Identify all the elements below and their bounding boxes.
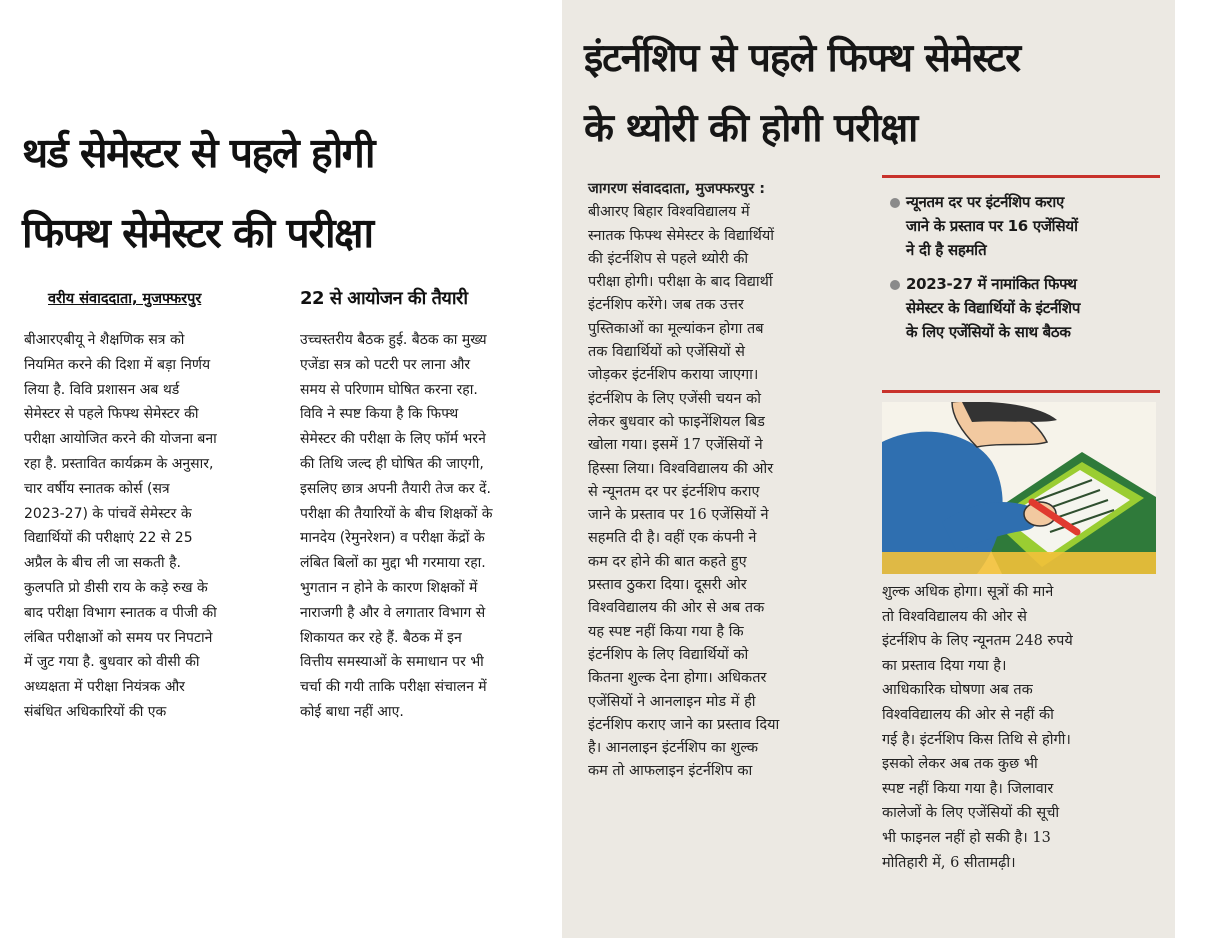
left-col1-line: सेमेस्टर से पहले फिफ्थ सेमेस्टर की [24, 406, 199, 423]
highlight-bullet [890, 272, 1080, 344]
left-news-clipping [0, 0, 562, 938]
left-col1-line: लिया है. विवि प्रशासन अब थर्ड [24, 381, 180, 398]
highlight-text: के लिए एजेंसियों के साथ बैठक [906, 323, 1071, 341]
right-col2-line: इसको लेकर अब तक कुछ भी [882, 756, 1038, 773]
right-col1-line: स्नातक फिफ्थ सेमेस्टर के विद्यार्थियों [588, 227, 775, 244]
right-col2-line: इंटर्नशिप के लिए न्यूनतम 248 रुपये [882, 633, 1073, 650]
left-col2-line: चर्चा की गयी ताकि परीक्षा संचालन में [300, 679, 487, 696]
left-col2-line: सेमेस्टर की परीक्षा के लिए फॉर्म भरने [300, 431, 486, 448]
left-headline-line-2: फिफ्थ सेमेस्टर की परीक्षा [22, 209, 373, 257]
right-headline-line-2: के थ्योरी की होगी परीक्षा [584, 106, 918, 151]
left-col1-line: रहा है. प्रस्तावित कार्यक्रम के अनुसार, [24, 455, 214, 472]
red-rule-bottom [882, 390, 1160, 393]
left-col2-line: एजेंडा सत्र को पटरी पर लाना और [300, 356, 471, 373]
left-col1-line: लंबित परीक्षाओं को समय पर निपटाने [24, 629, 213, 646]
right-col2-line: विश्वविद्यालय की ओर से नहीं की [882, 706, 1054, 723]
right-col1-line: लेकर बुधवार को फाइनेंशियल बिड [588, 413, 765, 430]
right-col1-line: बीआरए बिहार विश्वविद्यालय में [588, 204, 750, 221]
left-col1-line: अप्रैल के बीच ली जा सकती है. [24, 555, 181, 572]
red-rule-top [882, 175, 1160, 178]
right-col2-line: गई है। इंटर्नशिप किस तिथि से होगी। [882, 731, 1071, 748]
student-writing-illustration [882, 402, 1156, 574]
left-col1-line: कुलपति प्रो डीसी राय के कड़े रुख के [24, 579, 208, 596]
right-col1-line: एजेंसियों ने आनलाइन मोड में ही [588, 693, 756, 710]
highlights-box [890, 190, 1080, 354]
bullet-dot-icon [890, 198, 900, 208]
left-col2-line: की तिथि जल्द ही घोषित की जाएगी, [300, 455, 484, 472]
right-dateline: जागरण संवाददाता, मुजफ्फरपुर : [588, 181, 766, 197]
highlight-text: न्यूनतम दर पर इंटर्नशिप कराए [906, 193, 1065, 211]
right-col1-line: हिस्सा लिया। विश्वविद्यालय की ओर [588, 460, 774, 477]
left-col1-line: नियमित करने की दिशा में बड़ा निर्णय [24, 356, 211, 373]
page-margin [1175, 0, 1206, 938]
highlight-text: जाने के प्रस्ताव पर 16 एजेंसियों [906, 217, 1078, 235]
left-col1-line: चार वर्षीय स्नातक कोर्स (सत्र [24, 480, 170, 497]
left-col2-line: कोई बाधा नहीं आए. [300, 703, 404, 720]
right-col1-line: खोला गया। इसमें 17 एजेंसियों ने [588, 437, 763, 454]
left-col2-line: नाराजगी है और वे लगातार विभाग से [300, 604, 486, 621]
right-col1-line: इंटर्नशिप के लिए विद्यार्थियों को [588, 646, 749, 663]
right-col1-line: कम तो आफलाइन इंटर्नशिप का [588, 763, 753, 780]
bullet-dot-icon [890, 280, 900, 290]
left-col2-line: समय से परिणाम घोषित करना रहा. [300, 381, 478, 398]
left-col1-line: बीआरएबीयू ने शैक्षणिक सत्र को [24, 332, 185, 348]
left-col1-line: परीक्षा आयोजित करने की योजना बना [24, 431, 217, 448]
right-col1-line: इंटर्नशिप करेंगे। जब तक उत्तर [588, 297, 744, 314]
left-headline-line-1: थर्ड सेमेस्टर से पहले होगी [22, 129, 375, 177]
left-col1-line: विद्यार्थियों की परीक्षाएं 22 से 25 [24, 530, 193, 547]
right-col1-line: कितना शुल्क देना होगा। अधिकतर [588, 670, 767, 687]
left-subheading: 22 से आयोजन की तैयारी [300, 288, 468, 309]
left-col2-line: विवि ने स्पष्ट किया है कि फिफ्थ [300, 406, 459, 423]
right-col1-line: पुस्तिकाओं का मूल्यांकन होगा तब [588, 320, 764, 337]
right-col2-line: आधिकारिक घोषणा अब तक [882, 682, 1033, 699]
right-col1-line: कम दर होने की बात कहते हुए [588, 553, 747, 570]
left-col1-line: अध्यक्षता में परीक्षा नियंत्रक और [24, 679, 185, 696]
right-col1-line: विश्वविद्यालय की ओर से अब तक [588, 600, 765, 617]
right-column-1 [588, 178, 779, 784]
left-col2-line: लंबित बिलों का मुद्दा भी गरमाया रहा. [300, 555, 486, 572]
highlight-bullet [890, 190, 1080, 262]
right-col1-line: सहमति दी है। वहीं एक कंपनी ने [588, 530, 757, 547]
left-col2-line: इसलिए छात्र अपनी तैयारी तेज कर दें. [300, 480, 491, 497]
right-headline-line-1: इंटर्नशिप से पहले फिफ्थ सेमेस्टर [584, 36, 1021, 81]
left-col2-line: परीक्षा की तैयारियों के बीच शिक्षकों के [300, 505, 493, 522]
right-col1-line: तक विद्यार्थियों को एजेंसियों से [588, 344, 745, 361]
left-col2-line: शिकायत कर रहे हैं. बैठक में इन [300, 629, 462, 646]
right-col1-line: है। आनलाइन इंटर्नशिप का शुल्क [588, 740, 759, 757]
left-col1-line: 2023-27) के पांचवें सेमेस्टर के [24, 505, 192, 522]
right-col1-line: इंटर्नशिप के लिए एजेंसी चयन को [588, 390, 762, 407]
right-col1-line: से न्यूनतम दर पर इंटर्नशिप कराए [588, 483, 760, 500]
left-col1-line: संबंधित अधिकारियों की एक [24, 703, 167, 720]
right-col2-line: भी फाइनल नहीं हो सकी है। 13 [882, 829, 1051, 846]
student-writing-icon [882, 402, 1156, 574]
highlight-text: सेमेस्टर के विद्यार्थियों के इंटर्नशिप [906, 299, 1081, 317]
left-col2-line: उच्चस्तरीय बैठक हुई. बैठक का मुख्य [300, 332, 487, 348]
right-col1-line: जोड़कर इंटर्नशिप कराया जाएगा। [588, 367, 759, 384]
right-column-2 [882, 580, 1073, 875]
left-column-2 [300, 328, 492, 725]
right-col1-line: जाने के प्रस्ताव पर 16 एजेंसियों ने [588, 507, 769, 524]
right-col1-line: की इंटर्नशिप से पहले थ्योरी की [588, 250, 749, 267]
right-col2-line: तो विश्वविद्यालय की ओर से [882, 608, 1027, 625]
highlight-text: 2023-27 में नामांकित फिफ्थ [906, 275, 1077, 293]
left-byline: वरीय संवाददाता, मुजफ्फरपुर [48, 291, 202, 307]
right-col1-line: इंटर्नशिप कराए जाने का प्रस्ताव दिया [588, 716, 780, 733]
highlight-text: ने दी है सहमति [906, 241, 987, 259]
right-col1-line: प्रस्ताव ठुकरा दिया। दूसरी ओर [588, 577, 747, 594]
right-col2-line: का प्रस्ताव दिया गया है। [882, 657, 1007, 674]
right-col2-line: मोतिहारी में, 6 सीतामढ़ी। [882, 854, 1016, 871]
left-column-1 [24, 328, 217, 725]
right-col2-line: शुल्क अधिक होगा। सूत्रों की माने [882, 584, 1054, 600]
left-col1-line: बाद परीक्षा विभाग स्नातक व पीजी की [24, 604, 217, 621]
right-col1-line: यह स्पष्ट नहीं किया गया है कि [588, 623, 744, 640]
left-col2-line: भुगतान न होने के कारण शिक्षकों में [300, 579, 478, 596]
right-col2-line: कालेजों के लिए एजेंसियों की सूची [882, 805, 1060, 822]
left-col2-line: वित्तीय समस्याओं के समाधान पर भी [300, 654, 484, 671]
left-col2-line: मानदेय (रेमुनरेशन) व परीक्षा केंद्रों के [300, 530, 485, 547]
left-col1-line: में जुट गया है. बुधवार को वीसी की [24, 654, 200, 671]
right-col1-line: परीक्षा होगी। परीक्षा के बाद विद्यार्थी [588, 274, 773, 291]
right-col2-line: स्पष्ट नहीं किया गया है। जिलावार [882, 780, 1054, 797]
